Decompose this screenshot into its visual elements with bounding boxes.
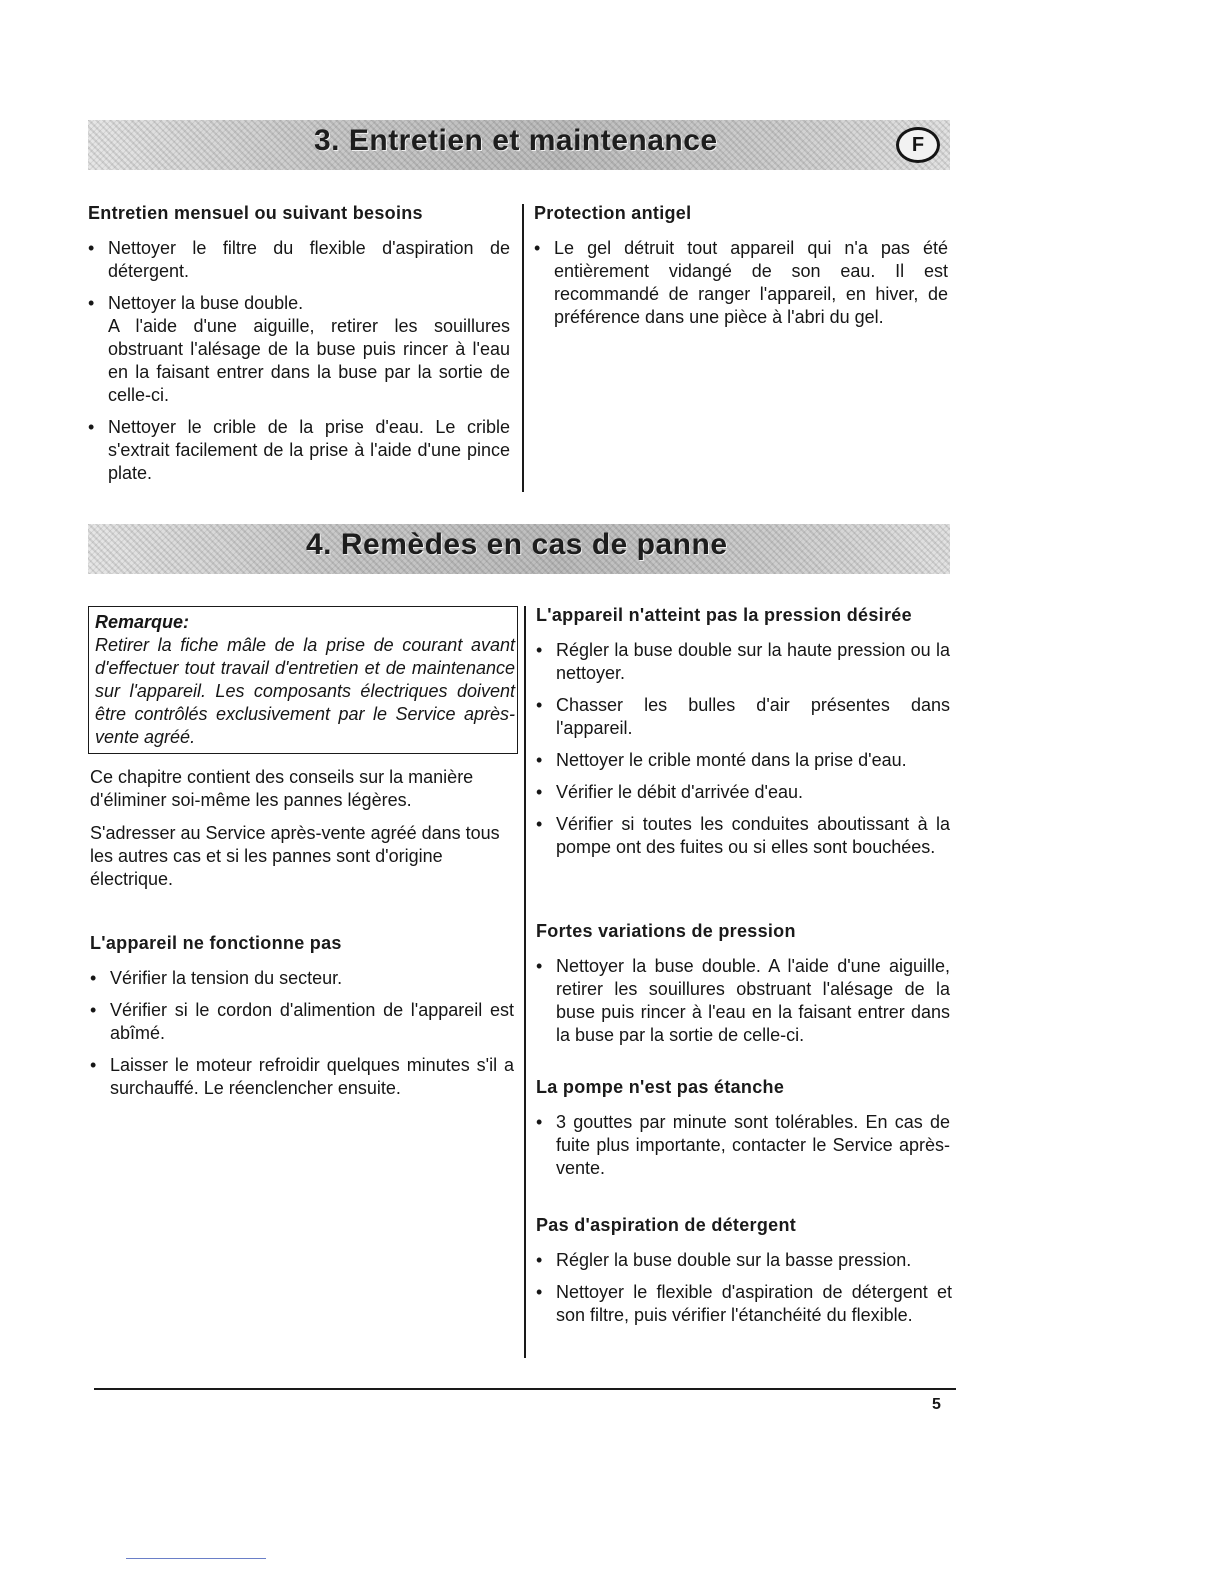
list-item: • Nettoyer la buse double. A l'aide d'une aiguille, retirer les souillures obstruant l'alésage de la buse puis rincer à l'eau en la faisant entrer dans la buse par la sortie de celle-ci. <box>88 292 510 407</box>
remark-title: Remarque: <box>95 612 190 632</box>
page-number: 5 <box>932 1396 941 1413</box>
list-item: • Laisser le moteur refroidir quelques minutes s'il a surchauffé. Le réenclencher ensuite. <box>90 1054 514 1100</box>
list-item: • Vérifier la tension du secteur. <box>90 967 514 990</box>
frost-protection-list <box>534 237 948 329</box>
not-working-block <box>90 932 514 1109</box>
pump-leak-block <box>536 1076 950 1189</box>
pump-leak-list <box>536 1111 950 1180</box>
list-item: • Régler la buse double sur la basse pression. <box>536 1249 952 1272</box>
list-item: • Le gel détruit tout appareil qui n'a pas été entièrement vidangé de son eau. Il est recommandé de ranger l'appareil, en hiver, de préférence dans une pièce à l'abri du gel. <box>534 237 948 329</box>
intro-paragraph: S'adresser au Service après-vente agréé dans tous les autres cas et si les pannes sont d'origine électrique. <box>90 823 500 889</box>
list-item: • Vérifier le débit d'arrivée d'eau. <box>536 781 950 804</box>
list-item: • Nettoyer le flexible d'aspiration de détergent et son filtre, puis vérifier l'étanchéité du flexible. <box>536 1281 952 1327</box>
list-item: • Vérifier si le cordon d'alimention de l'appareil est abîmé. <box>90 999 514 1045</box>
not-working-heading: L'appareil ne fonctionne pas <box>90 933 342 953</box>
not-working-list <box>90 967 514 1100</box>
monthly-maintenance-heading: Entretien mensuel ou suivant besoins <box>88 203 423 223</box>
no-pressure-list <box>536 639 950 859</box>
list-item: • Nettoyer la buse double. A l'aide d'une aiguille, retirer les souillures obstruant l'alésage de la buse puis rincer à l'eau en la faisant entrer dans la buse par la sortie de celle-ci. <box>536 955 950 1047</box>
no-detergent-block <box>536 1214 952 1336</box>
troubleshooting-intro-block <box>90 766 512 901</box>
no-pressure-heading: L'appareil n'atteint pas la pression désirée <box>536 605 912 625</box>
pressure-variation-list <box>536 955 950 1047</box>
pump-leak-heading: La pompe n'est pas étanche <box>536 1077 785 1097</box>
list-item: • Nettoyer le filtre du flexible d'aspiration de détergent. <box>88 237 510 283</box>
monthly-maintenance-list <box>88 237 510 485</box>
remark-box <box>88 606 518 754</box>
list-item: • Nettoyer le crible de la prise d'eau. Le crible s'extrait facilement de la prise à l'aide d'une pince plate. <box>88 416 510 485</box>
frost-protection-block <box>534 202 948 338</box>
no-pressure-block <box>536 604 950 868</box>
section-3-banner <box>88 120 950 170</box>
language-badge: F <box>896 127 940 163</box>
intro-paragraph: Ce chapitre contient des conseils sur la manière d'éliminer soi-même les pannes légères. <box>90 767 474 810</box>
list-item: • Chasser les bulles d'air présentes dans l'appareil. <box>536 694 950 740</box>
pressure-variation-block <box>536 920 950 1056</box>
remark-text: Retirer la fiche mâle de la prise de courant avant d'effectuer tout travail d'entretien et de maintenance sur l'appareil. Les composants électriques doivent être contrôlés exclusivement par le Service après-vente agréé. <box>95 635 515 747</box>
section-4-title: 4. Remèdes en cas de panne <box>306 528 728 561</box>
list-item: • 3 gouttes par minute sont tolérables. En cas de fuite plus importante, contacter le Service après-vente. <box>536 1111 950 1180</box>
list-item: • Régler la buse double sur la haute pression ou la nettoyer. <box>536 639 950 685</box>
frost-protection-heading: Protection antigel <box>534 203 692 223</box>
list-item: • Nettoyer le crible monté dans la prise d'eau. <box>536 749 950 772</box>
monthly-maintenance-block <box>88 202 510 494</box>
no-detergent-list <box>536 1249 952 1327</box>
column-divider <box>522 204 524 492</box>
footer-rule <box>94 1388 956 1390</box>
section-3-title: 3. Entretien et maintenance <box>314 124 718 157</box>
no-detergent-heading: Pas d'aspiration de détergent <box>536 1215 797 1235</box>
margin-mark <box>126 1558 266 1559</box>
section-4-banner <box>88 524 950 574</box>
list-item: • Vérifier si toutes les conduites aboutissant à la pompe ont des fuites ou si elles sont bouchées. <box>536 813 950 859</box>
pressure-variation-heading: Fortes variations de pression <box>536 921 796 941</box>
list-item-detail: A l'aide d'une aiguille, retirer les souillures obstruant l'alésage de la buse puis rincer à l'eau en la faisant entrer dans la buse par la sortie de celle-ci. <box>108 316 510 405</box>
column-divider <box>524 606 526 1358</box>
